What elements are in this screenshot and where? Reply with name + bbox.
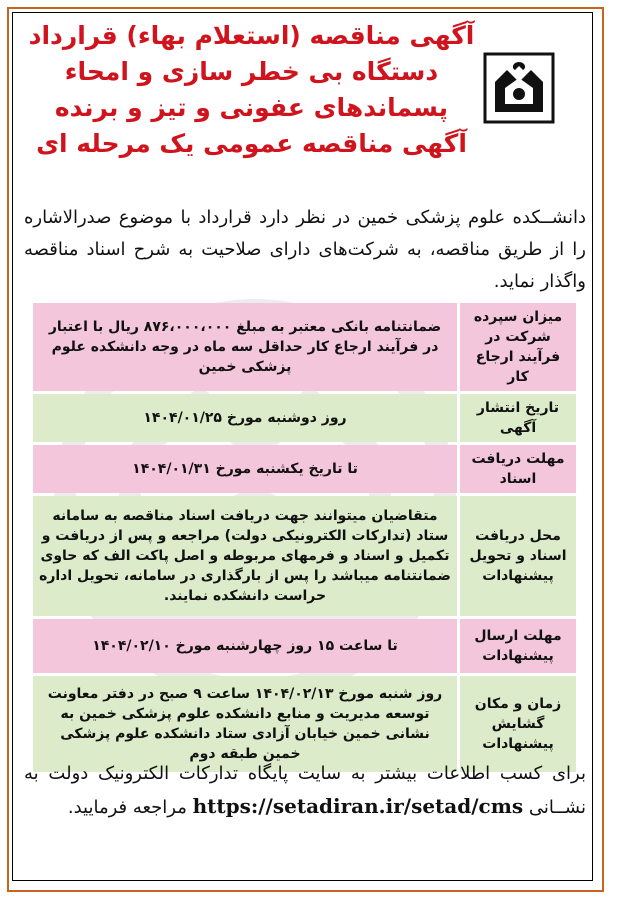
table-row-publish-date	[33, 394, 576, 442]
row-value: ضمانتنامه بانکی معتبر به مبلغ ۸۷۶،۰۰۰،۰۰۰ ریال با اعتبار در فرآیند ارجاع کار حداقل سه ماه در وجه دانشکده علوم پزشکی خمین	[33, 303, 457, 391]
table-row-offer-deadline	[33, 619, 576, 673]
row-value: روز شنبه مورخ ۱۴۰۴/۰۲/۱۳ ساعت ۹ صبح در دفتر معاونت توسعه مدیریت و منابع دانشکده علوم پزشکی خمین به نشانی خمین خیابان آزادی ستاد دانشکده علوم پزشکی خمین طبقه دوم	[33, 676, 457, 772]
outro-text-after: مراجعه فرمایید.	[67, 797, 187, 818]
row-value: روز دوشنبه مورخ ۱۴۰۴/۰۱/۲۵	[33, 394, 457, 442]
outro-paragraph	[24, 758, 586, 824]
setad-website-link[interactable]: https://setadiran.ir/setad/cms	[192, 794, 524, 818]
intro-paragraph: دانشــکده علوم پزشکی خمین در نظر دارد قرارداد با موضوع صدرالاشاره را از طریق مناقصه، به شرکت‌های دارای صلاحیت به شرح اسناد مناقصه واگذار نماید.	[24, 207, 586, 292]
university-logo-icon	[483, 52, 555, 124]
row-label: زمان و مکان گشایش پیشنهادات	[460, 676, 576, 772]
row-label: مهلت ارسال پیشنهادات	[460, 619, 576, 673]
row-label: مهلت دریافت اسناد	[460, 445, 576, 493]
table-row-submission-place	[33, 496, 576, 616]
row-label: میزان سپرده شرکت در فرآیند ارجاع کار	[460, 303, 576, 391]
title-line-4: آگهی مناقصه عمومی یک مرحله ای	[36, 129, 467, 158]
row-value: تا تاریخ یکشنبه مورخ ۱۴۰۴/۰۱/۳۱	[33, 445, 457, 493]
tender-details-table	[30, 300, 579, 775]
title-line-1: آگهی مناقصه (استعلام بهاء) قرارداد	[28, 21, 475, 50]
notice-title	[24, 18, 479, 162]
outro-text-before: برای کسب اطلاعات بیشتر به سایت پایگاه تدارکات الکترونیک دولت به نشــانی	[24, 763, 586, 818]
title-line-3: پسماندهای عفونی و تیز و برنده	[54, 93, 449, 122]
row-value: متقاضیان میتوانند جهت دریافت اسناد مناقصه به سامانه ستاد (تدارکات الکترونیکی دولت) مراجعه و پس از دریافت و تکمیل و اسناد و فرمهای مربوطه و اصل پاکت الف که حاوی ضمانتنامه میباشد را پس از بارگذاری در سامانه، تحویل اداره حراست دانشکده نمایند.	[33, 496, 457, 616]
title-line-2: دستگاه بی خطر سازی و امحاء	[64, 57, 439, 86]
row-value: تا ساعت ۱۵ روز چهارشنبه مورخ ۱۴۰۴/۰۲/۱۰	[33, 619, 457, 673]
row-label: محل دریافت اسناد و تحویل پیشنهادات	[460, 496, 576, 616]
table-row-document-deadline	[33, 445, 576, 493]
table-row-deposit	[33, 303, 576, 391]
row-label: تاریخ انتشار آگهی	[460, 394, 576, 442]
